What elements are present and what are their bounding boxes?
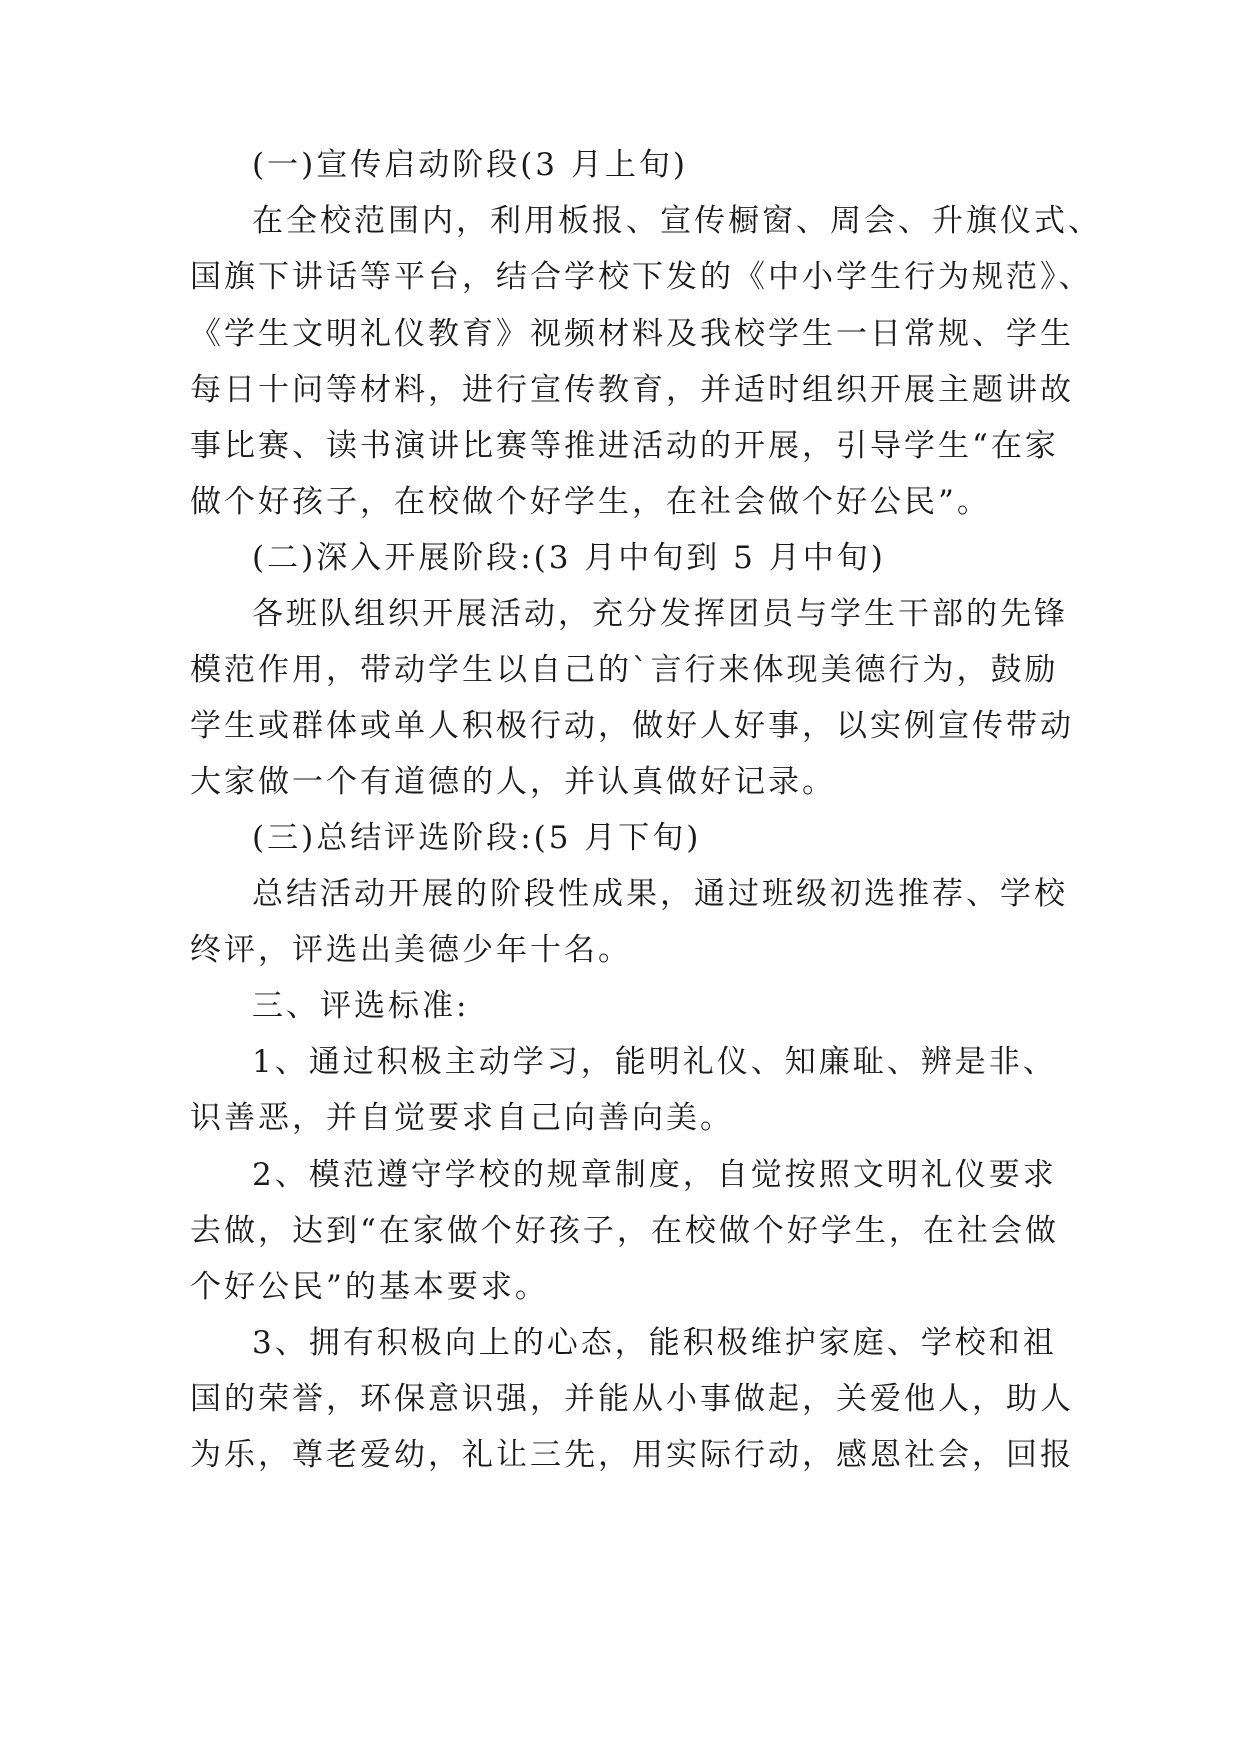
paragraph-line: 为乐，尊老爱幼，礼让三先，用实际行动，感恩社会，回报: [190, 1437, 1074, 1473]
criteria-item-3: 3、拥有积极向上的心态，能积极维护家庭、学校和祖: [252, 1325, 1057, 1361]
criteria-item-1: 1、通过积极主动学习，能明礼仪、知廉耻、辨是非、: [252, 1044, 1057, 1080]
paragraph-line: 《学生文明礼仪教育》视频材料及我校学生一日常规、学生: [190, 316, 1074, 352]
paragraph-line: 总结活动开展的阶段性成果，通过班级初选推荐、学校: [252, 876, 1068, 912]
heading-phase-two: (二)深入开展阶段:(3 月中旬到 5 月中旬): [252, 540, 886, 576]
paragraph-line: 做个好孩子，在校做个好学生，在社会做个好公民”。: [190, 484, 991, 520]
paragraph-line: 终评，评选出美德少年十名。: [190, 932, 632, 968]
paragraph-line: 模范作用，带动学生以自己的`言行来体现美德行为，鼓励: [190, 652, 1059, 688]
paragraph-line: 国的荣誉，环保意识强，并能从小事做起，关爱他人，助人: [190, 1381, 1074, 1417]
paragraph-line: 在全校范围内，利用板报、宣传橱窗、周会、升旗仪式、: [252, 203, 1102, 239]
paragraph-line: 各班队组织开展活动，充分发挥团员与学生干部的先锋: [252, 596, 1068, 632]
paragraph-line: 识善恶，并自觉要求自己向善向美。: [190, 1100, 734, 1136]
paragraph-line: 个好公民”的基本要求。: [190, 1269, 549, 1305]
paragraph-line: 大家做一个有道德的人，并认真做好记录。: [190, 764, 836, 800]
paragraph-line: 事比赛、读书演讲比赛等推进活动的开展，引导学生“在家: [190, 428, 1059, 464]
paragraph-line: 去做，达到“在家做个好孩子，在校做个好学生，在社会做: [190, 1213, 1059, 1249]
paragraph-line: 学生或群体或单人积极行动，做好人好事，以实例宣传带动: [190, 708, 1074, 744]
criteria-item-2: 2、模范遵守学校的规章制度，自觉按照文明礼仪要求: [252, 1157, 1057, 1193]
heading-phase-three: (三)总结评选阶段:(5 月下旬): [252, 820, 702, 856]
paragraph-line: 每日十问等材料，进行宣传教育，并适时组织开展主题讲故: [190, 372, 1074, 408]
heading-phase-one: (一)宣传启动阶段(3 月上旬): [252, 147, 688, 183]
paragraph-line: 国旗下讲话等平台，结合学校下发的《中小学生行为规范》、: [190, 259, 1093, 295]
heading-criteria: 三、评选标准:: [252, 988, 470, 1024]
